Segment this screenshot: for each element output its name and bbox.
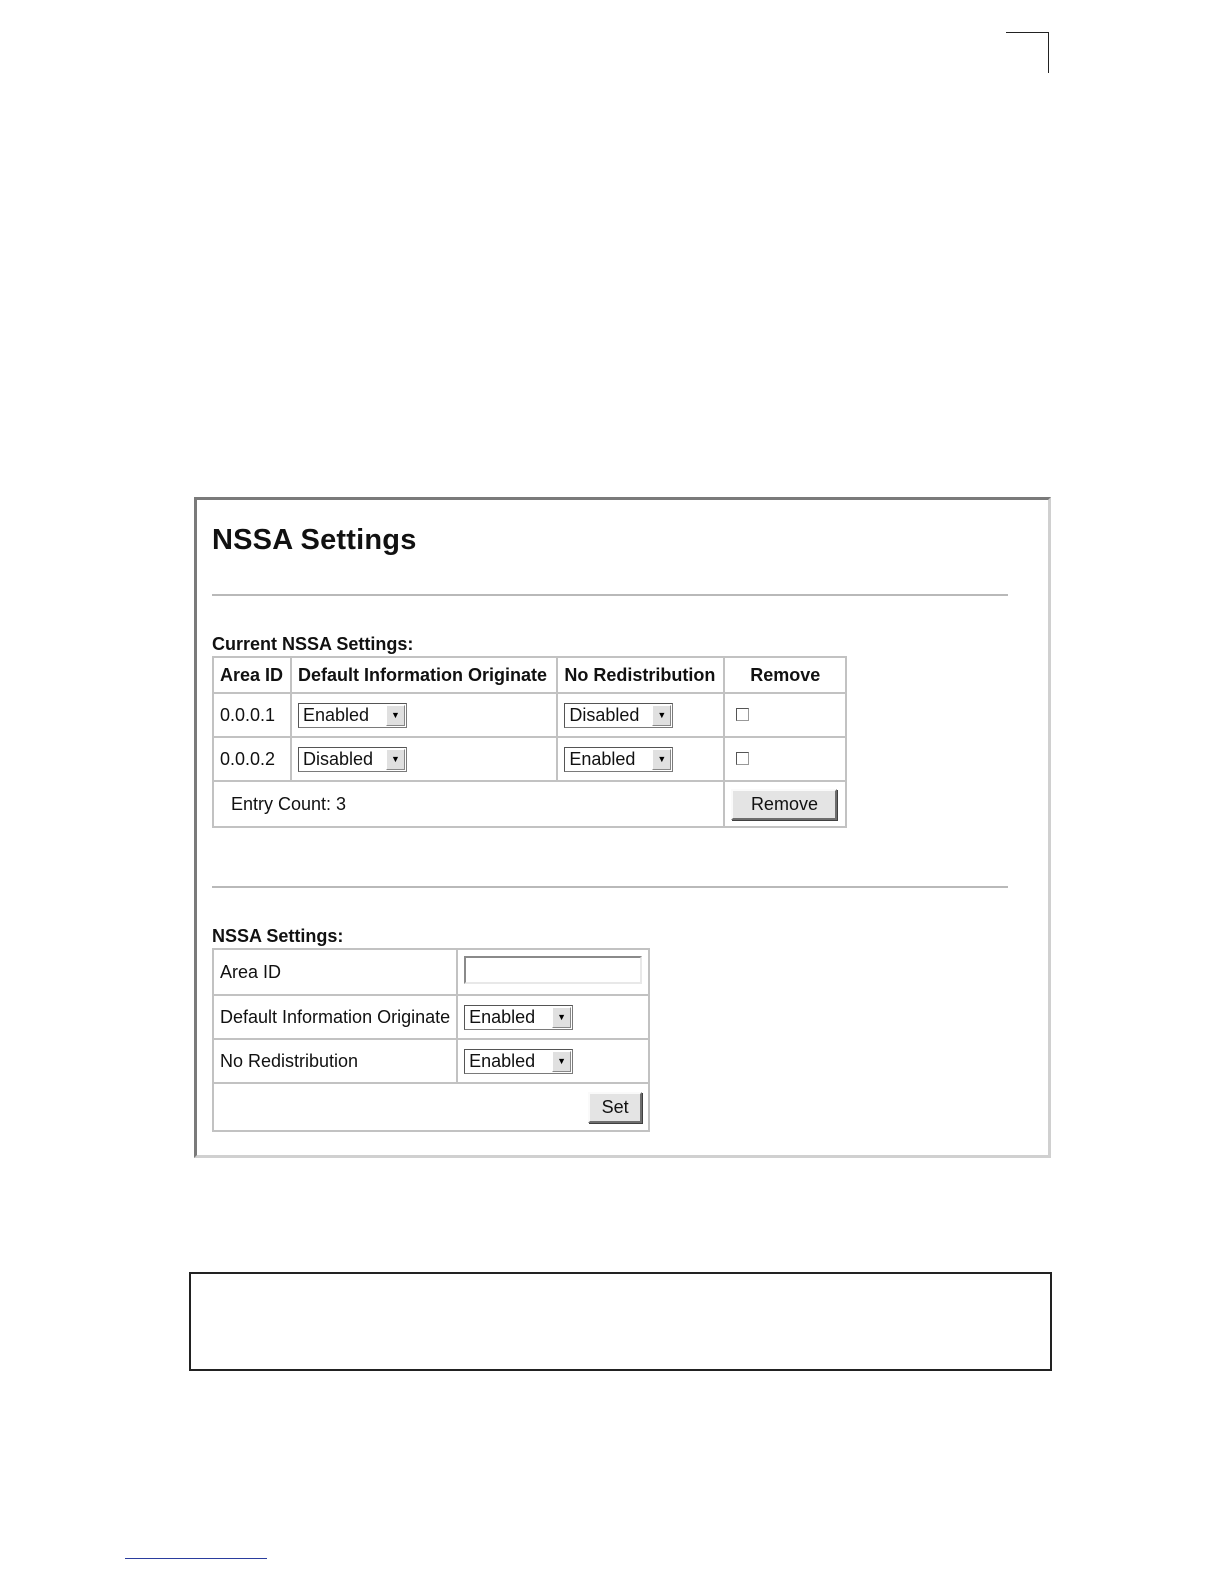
row-default-info-cell [291, 693, 557, 737]
default-info-originate-select[interactable] [464, 1005, 573, 1030]
no-redistribution-label: No Redistribution [213, 1039, 457, 1083]
select-value: Enabled [469, 1050, 536, 1071]
select-value: Enabled [303, 704, 370, 725]
current-nssa-table [212, 656, 847, 828]
nssa-settings-panel [194, 497, 1051, 1158]
table-row [213, 737, 846, 781]
footer-link-underline [125, 1558, 267, 1559]
dropdown-arrow-icon[interactable]: ▼ [552, 1051, 571, 1072]
form-row [213, 949, 649, 995]
remove-checkbox[interactable] [736, 708, 749, 721]
table-header-row [213, 657, 846, 693]
select-value: Enabled [569, 748, 636, 769]
divider [212, 886, 1008, 888]
area-id-input[interactable] [464, 956, 642, 984]
form-actions-row [213, 1083, 649, 1131]
dropdown-arrow-icon[interactable]: ▼ [652, 749, 671, 770]
nssa-settings-form-label: NSSA Settings: [212, 926, 344, 946]
remove-button-cell [724, 781, 846, 827]
current-settings-label: Current NSSA Settings: [212, 634, 414, 654]
no-redistribution-select[interactable] [564, 703, 673, 728]
set-button[interactable]: Set [588, 1092, 642, 1123]
col-area-id-header: Area ID [213, 657, 291, 693]
form-row [213, 1039, 649, 1083]
dropdown-arrow-icon[interactable]: ▼ [386, 705, 405, 726]
select-value: Disabled [569, 704, 640, 725]
dropdown-arrow-icon[interactable]: ▼ [552, 1007, 571, 1028]
row-no-redistribution-cell [557, 693, 724, 737]
select-value: Disabled [303, 748, 374, 769]
page-corner-mark [1006, 32, 1049, 73]
select-value: Enabled [469, 1006, 536, 1027]
page-title: NSSA Settings [212, 524, 417, 556]
col-no-redistribution-header: No Redistribution [557, 657, 724, 693]
row-area-id: 0.0.0.1 [213, 693, 291, 737]
no-redistribution-select[interactable] [464, 1049, 573, 1074]
row-area-id: 0.0.0.2 [213, 737, 291, 781]
remove-checkbox[interactable] [736, 752, 749, 765]
row-remove-cell [724, 693, 846, 737]
remove-button[interactable]: Remove [731, 789, 837, 820]
area-id-cell [457, 949, 649, 995]
default-info-cell [457, 995, 649, 1039]
divider [212, 594, 1008, 596]
area-id-label: Area ID [213, 949, 457, 995]
form-actions-cell [213, 1083, 649, 1131]
no-redistribution-cell [457, 1039, 649, 1083]
default-info-select[interactable] [298, 703, 407, 728]
dropdown-arrow-icon[interactable]: ▼ [386, 749, 405, 770]
row-no-redistribution-cell [557, 737, 724, 781]
entry-count: Entry Count: 3 [213, 781, 724, 827]
form-row [213, 995, 649, 1039]
dropdown-arrow-icon[interactable]: ▼ [652, 705, 671, 726]
row-default-info-cell [291, 737, 557, 781]
row-remove-cell [724, 737, 846, 781]
no-redistribution-select[interactable] [564, 747, 673, 772]
table-footer-row [213, 781, 846, 827]
nssa-settings-form [212, 948, 650, 1132]
default-info-select[interactable] [298, 747, 407, 772]
col-remove-header: Remove [724, 657, 846, 693]
table-row [213, 693, 846, 737]
note-box [189, 1272, 1052, 1371]
col-default-info-header: Default Information Originate [291, 657, 557, 693]
default-info-label: Default Information Originate [213, 995, 457, 1039]
